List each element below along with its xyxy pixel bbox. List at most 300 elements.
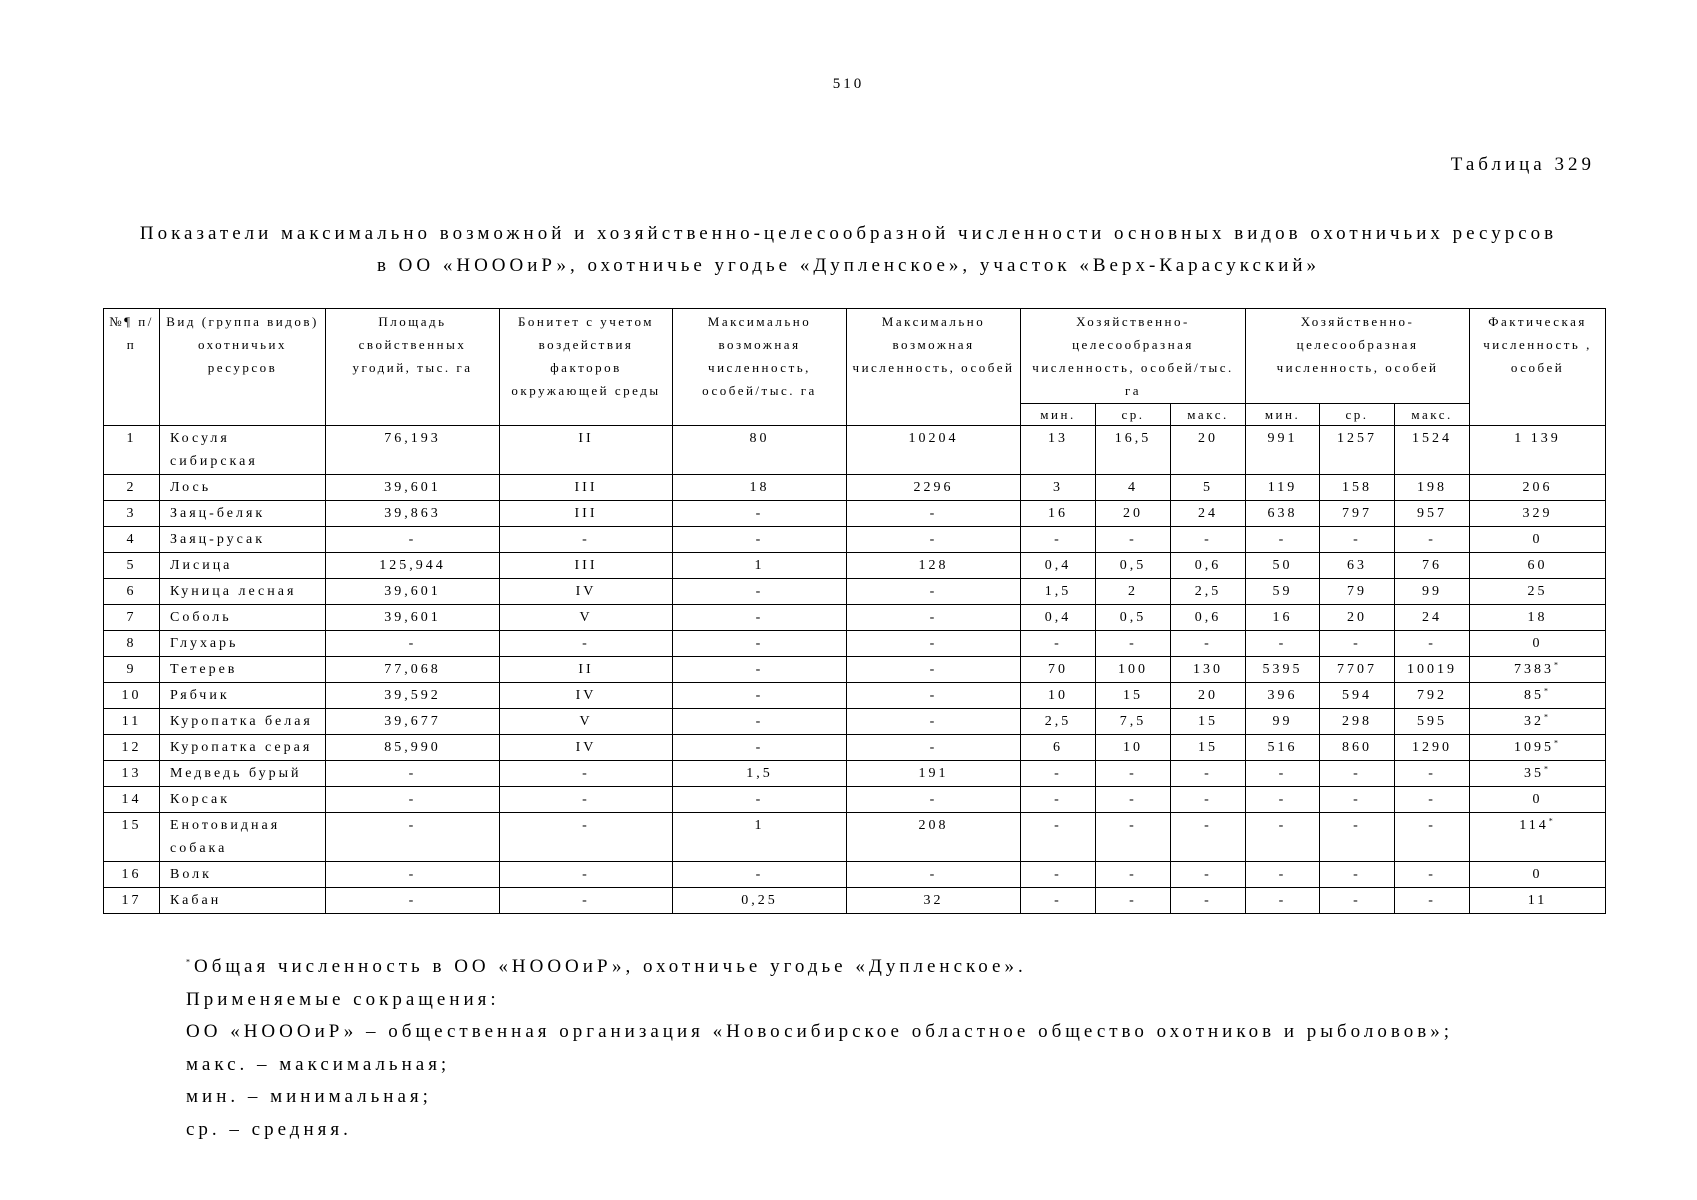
cell-actual (1470, 657, 1606, 683)
table-row (104, 501, 1606, 527)
cell-num-text: 6 (126, 584, 137, 599)
cell-count-max-text: - (1428, 867, 1436, 882)
cell-num-text: 5 (126, 558, 137, 573)
cell-max-density-text: 18 (749, 480, 770, 495)
cell-max-count (847, 813, 1021, 862)
cell-density-min-text: - (1054, 792, 1062, 807)
cell-species-text: Глухарь (170, 636, 239, 651)
cell-species (160, 709, 326, 735)
cell-count-avg-text: - (1353, 766, 1361, 781)
cell-species (160, 501, 326, 527)
cell-count-min (1246, 813, 1320, 862)
cell-count-max (1395, 787, 1470, 813)
cell-bonitet-text: V (579, 610, 593, 625)
cell-max-density (673, 527, 847, 553)
table-title-line-2: в ОО «НОООиР», охотничье угодье «Дупленское», участок «Верх-Карасукский» (376, 255, 1321, 276)
cell-count-min-text: 59 (1272, 584, 1293, 599)
header-actual: Фактическая численность , особей (1470, 309, 1606, 426)
cell-count-max-text: - (1428, 532, 1436, 547)
cell-bonitet (500, 553, 673, 579)
cell-area (326, 761, 500, 787)
cell-count-max-text: 76 (1422, 558, 1443, 573)
cell-num (104, 579, 160, 605)
cell-count-max (1395, 761, 1470, 787)
cell-max-count (847, 787, 1021, 813)
footnote-mark: * (1554, 660, 1562, 670)
cell-density-max-text: - (1204, 636, 1212, 651)
table-row (104, 787, 1606, 813)
cell-bonitet (500, 527, 673, 553)
cell-density-max-text: 0,6 (1194, 610, 1222, 625)
cell-max-density (673, 631, 847, 657)
cell-count-max (1395, 683, 1470, 709)
cell-max-density-text: 80 (749, 431, 770, 446)
cell-bonitet (500, 761, 673, 787)
cell-density-max (1171, 888, 1246, 914)
table-row (104, 813, 1606, 862)
cell-count-max (1395, 553, 1470, 579)
cell-species (160, 605, 326, 631)
cell-species (160, 735, 326, 761)
cell-count-min (1246, 475, 1320, 501)
cell-max-density (673, 475, 847, 501)
cell-count-max (1395, 888, 1470, 914)
cell-count-avg (1320, 426, 1395, 475)
cell-count-max-text: 99 (1422, 584, 1443, 599)
table-body (104, 426, 1606, 914)
cell-num-text: 2 (126, 480, 137, 495)
cell-count-max (1395, 579, 1470, 605)
cell-max-count-text: - (929, 506, 938, 521)
footnote-mark: * (186, 957, 194, 967)
cell-bonitet-text: II (578, 431, 594, 446)
cell-actual-text: 1 139 (1514, 431, 1561, 446)
cell-max-count (847, 888, 1021, 914)
cell-species (160, 761, 326, 787)
cell-count-max (1395, 475, 1470, 501)
cell-bonitet-text: - (582, 636, 590, 651)
cell-actual-text: 0 (1532, 532, 1543, 547)
cell-count-min-text: - (1278, 867, 1287, 882)
footnote-mark: * (1544, 764, 1552, 774)
cell-count-min-text: 991 (1267, 431, 1298, 446)
cell-species-text: Тетерев (170, 662, 238, 677)
cell-species (160, 426, 326, 475)
cell-count-max (1395, 631, 1470, 657)
subheader-density-max: макс. (1171, 404, 1246, 426)
cell-max-density (673, 761, 847, 787)
cell-num (104, 501, 160, 527)
cell-area-text: 39,677 (384, 714, 441, 729)
cell-density-avg (1096, 787, 1171, 813)
cell-count-max (1395, 501, 1470, 527)
cell-density-min-text: - (1054, 636, 1062, 651)
cell-bonitet (500, 426, 673, 475)
cell-species-text: Куропатка серая (170, 740, 313, 755)
cell-count-max (1395, 605, 1470, 631)
cell-density-max (1171, 426, 1246, 475)
cell-max-density (673, 709, 847, 735)
cell-count-max-text: 24 (1422, 610, 1443, 625)
cell-density-max (1171, 579, 1246, 605)
cell-density-avg-text: 7,5 (1119, 714, 1147, 729)
cell-density-avg-text: 4 (1128, 480, 1138, 495)
cell-species (160, 862, 326, 888)
cell-max-count-text: 10204 (908, 431, 959, 446)
cell-num-text: 16 (121, 867, 142, 882)
cell-count-avg (1320, 579, 1395, 605)
table-row (104, 735, 1606, 761)
cell-bonitet (500, 631, 673, 657)
cell-bonitet (500, 605, 673, 631)
cell-area (326, 631, 500, 657)
cell-bonitet-text: III (574, 480, 598, 495)
cell-density-avg-text: - (1129, 766, 1137, 781)
cell-max-density-text: 1,5 (746, 766, 773, 781)
cell-density-max-text: - (1204, 818, 1212, 833)
header-species: Вид (группа видов) охотничьих ресурсов (160, 309, 326, 426)
cell-actual-text: 25 (1527, 584, 1548, 599)
cell-max-density (673, 787, 847, 813)
cell-density-avg-text: 100 (1118, 662, 1148, 677)
cell-density-avg-text: - (1129, 867, 1137, 882)
cell-bonitet (500, 862, 673, 888)
cell-density-min (1021, 527, 1096, 553)
cell-count-avg-text: 860 (1342, 740, 1373, 755)
table-row (104, 426, 1606, 475)
cell-max-count (847, 862, 1021, 888)
cell-count-min (1246, 501, 1320, 527)
cell-density-max-text: 130 (1193, 662, 1223, 677)
cell-area (326, 787, 500, 813)
cell-density-avg-text: 0,5 (1119, 610, 1147, 625)
cell-count-min (1246, 888, 1320, 914)
cell-actual-text: 85 (1524, 688, 1545, 703)
cell-area (326, 862, 500, 888)
cell-count-min-text: - (1278, 636, 1287, 651)
cell-count-min-text: - (1278, 532, 1287, 547)
cell-max-count (847, 553, 1021, 579)
cell-max-count-text: 208 (918, 818, 949, 833)
cell-count-max-text: 1524 (1412, 431, 1453, 446)
abbreviation-min: мин. – минимальная; (186, 1086, 432, 1107)
cell-area-text: - (408, 636, 417, 651)
table-row (104, 709, 1606, 735)
cell-species (160, 553, 326, 579)
cell-max-count-text: - (929, 740, 938, 755)
cell-density-avg-text: 2 (1128, 584, 1138, 599)
table-row (104, 631, 1606, 657)
cell-num (104, 888, 160, 914)
cell-species-text: Куница лесная (170, 584, 297, 599)
cell-area (326, 605, 500, 631)
cell-max-density (673, 579, 847, 605)
cell-density-min-text: - (1054, 532, 1062, 547)
cell-count-avg (1320, 657, 1395, 683)
cell-density-avg (1096, 862, 1171, 888)
footnote (186, 951, 1453, 984)
cell-actual (1470, 761, 1606, 787)
table-row (104, 553, 1606, 579)
cell-density-min-text: 0,4 (1044, 610, 1072, 625)
cell-count-max (1395, 813, 1470, 862)
footnote-mark: * (1544, 712, 1552, 722)
cell-density-avg (1096, 683, 1171, 709)
cell-density-max-text: 5 (1203, 480, 1213, 495)
cell-max-count (847, 683, 1021, 709)
cell-count-min-text: 50 (1272, 558, 1293, 573)
cell-density-avg-text: - (1129, 818, 1137, 833)
table-row (104, 862, 1606, 888)
cell-max-density (673, 683, 847, 709)
cell-species (160, 631, 326, 657)
cell-max-density (673, 501, 847, 527)
cell-density-min-text: - (1054, 867, 1062, 882)
cell-density-min-text: 0,4 (1044, 558, 1072, 573)
cell-max-count-text: 128 (918, 558, 949, 573)
cell-count-avg (1320, 888, 1395, 914)
cell-density-avg (1096, 761, 1171, 787)
footnote-mark: * (1554, 738, 1562, 748)
cell-species-text: Медведь бурый (170, 766, 302, 781)
cell-area (326, 683, 500, 709)
cell-count-avg-text: - (1353, 818, 1361, 833)
cell-density-avg (1096, 501, 1171, 527)
cell-num-text: 14 (121, 792, 142, 807)
cell-actual (1470, 787, 1606, 813)
cell-actual (1470, 426, 1606, 475)
cell-bonitet (500, 501, 673, 527)
cell-count-min-text: 16 (1272, 610, 1293, 625)
footnote-mark: * (1548, 816, 1556, 826)
cell-species-text: Волк (170, 867, 212, 882)
cell-density-avg (1096, 475, 1171, 501)
table-title (0, 218, 1697, 282)
cell-count-max-text: 595 (1417, 714, 1448, 729)
cell-max-density (673, 813, 847, 862)
cell-area-text: 39,863 (384, 506, 441, 521)
cell-density-avg-text: - (1129, 893, 1137, 908)
cell-max-density-text: - (755, 792, 764, 807)
cell-count-max-text: - (1428, 893, 1436, 908)
cell-bonitet (500, 813, 673, 862)
cell-count-max-text: 1290 (1412, 740, 1453, 755)
cell-density-min (1021, 631, 1096, 657)
cell-density-max (1171, 761, 1246, 787)
cell-actual (1470, 862, 1606, 888)
cell-area-text: 39,601 (384, 584, 441, 599)
cell-density-min (1021, 683, 1096, 709)
cell-area (326, 553, 500, 579)
table-row (104, 605, 1606, 631)
cell-density-min (1021, 605, 1096, 631)
cell-count-min (1246, 605, 1320, 631)
cell-num (104, 553, 160, 579)
cell-num-text: 3 (126, 506, 137, 521)
cell-num (104, 862, 160, 888)
abbreviation-max: макс. – максимальная; (186, 1053, 451, 1075)
cell-count-avg (1320, 709, 1395, 735)
cell-actual (1470, 709, 1606, 735)
subheader-density-avg: ср. (1096, 404, 1171, 426)
cell-area-text: - (408, 766, 417, 781)
cell-max-density-text: 1 (754, 558, 765, 573)
cell-bonitet-text: V (579, 714, 593, 729)
table-row (104, 888, 1606, 914)
cell-max-count-text: - (929, 867, 938, 882)
cell-count-max-text: - (1428, 636, 1436, 651)
cell-count-max-text: - (1428, 766, 1436, 781)
cell-actual (1470, 579, 1606, 605)
cell-count-min (1246, 862, 1320, 888)
cell-bonitet-text: II (578, 662, 594, 677)
cell-max-count (847, 735, 1021, 761)
cell-max-density (673, 888, 847, 914)
cell-count-max (1395, 426, 1470, 475)
cell-max-count-text: - (929, 532, 938, 547)
cell-species (160, 657, 326, 683)
header-max-count: Максимально возможная численность, особей (847, 309, 1021, 426)
cell-count-min-text: 5395 (1262, 662, 1303, 677)
subheader-count-avg: ср. (1320, 404, 1395, 426)
cell-density-max-text: - (1204, 867, 1212, 882)
cell-species-text: Лось (170, 480, 212, 495)
cell-num-text: 8 (126, 636, 137, 651)
cell-density-avg (1096, 657, 1171, 683)
cell-density-min (1021, 553, 1096, 579)
cell-density-max (1171, 631, 1246, 657)
cell-species (160, 683, 326, 709)
cell-area (326, 709, 500, 735)
cell-area (326, 735, 500, 761)
cell-num-text: 7 (126, 610, 137, 625)
header-opt-density: Хозяйственно-целесообразная численность, особей/тыс. га (1021, 309, 1246, 404)
cell-actual (1470, 813, 1606, 862)
data-table (103, 308, 1606, 914)
cell-bonitet-text: - (582, 893, 590, 908)
cell-actual (1470, 631, 1606, 657)
cell-actual-text: 0 (1532, 867, 1543, 882)
cell-actual-text: 1095 (1514, 740, 1555, 755)
cell-density-min (1021, 862, 1096, 888)
cell-count-min (1246, 709, 1320, 735)
cell-max-count-text: - (929, 610, 938, 625)
cell-actual-text: 206 (1522, 480, 1553, 495)
cell-count-avg-text: 298 (1342, 714, 1373, 729)
table-label: Таблица 329 (1450, 154, 1595, 175)
cell-num-text: 13 (121, 766, 142, 781)
cell-density-max (1171, 657, 1246, 683)
cell-area (326, 527, 500, 553)
cell-count-avg-text: - (1353, 636, 1361, 651)
cell-count-avg (1320, 605, 1395, 631)
cell-max-count (847, 631, 1021, 657)
cell-max-density-text: - (755, 610, 764, 625)
cell-num (104, 761, 160, 787)
cell-count-min (1246, 761, 1320, 787)
cell-count-avg-text: 20 (1347, 610, 1368, 625)
cell-bonitet-text: - (582, 532, 590, 547)
cell-count-avg (1320, 862, 1395, 888)
cell-num (104, 735, 160, 761)
cell-density-avg-text: 10 (1123, 740, 1143, 755)
cell-density-avg (1096, 631, 1171, 657)
cell-max-density-text: 1 (754, 818, 765, 833)
cell-max-count-text: - (929, 688, 938, 703)
cell-density-max-text: - (1204, 766, 1212, 781)
cell-num (104, 475, 160, 501)
cell-density-avg (1096, 709, 1171, 735)
cell-num-text: 10 (121, 688, 142, 703)
cell-density-avg (1096, 888, 1171, 914)
cell-density-max (1171, 553, 1246, 579)
cell-actual-text: 329 (1522, 506, 1553, 521)
cell-density-max-text: 0,6 (1194, 558, 1222, 573)
cell-actual (1470, 527, 1606, 553)
cell-density-min (1021, 426, 1096, 475)
cell-species (160, 475, 326, 501)
cell-density-max-text: 20 (1198, 431, 1218, 446)
cell-max-density-text: - (755, 714, 764, 729)
cell-num (104, 813, 160, 862)
cell-num (104, 631, 160, 657)
cell-area-text: - (408, 532, 417, 547)
cell-count-avg (1320, 631, 1395, 657)
cell-species (160, 579, 326, 605)
cell-num-text: 9 (126, 662, 137, 677)
cell-area-text: 39,601 (384, 610, 441, 625)
cell-density-avg (1096, 527, 1171, 553)
cell-count-max (1395, 709, 1470, 735)
cell-count-min (1246, 527, 1320, 553)
cell-count-max (1395, 657, 1470, 683)
header-num: №¶ п/п (104, 309, 160, 426)
cell-density-max-text: 2,5 (1194, 584, 1222, 599)
cell-species (160, 527, 326, 553)
cell-actual (1470, 888, 1606, 914)
cell-count-min (1246, 553, 1320, 579)
cell-count-min (1246, 657, 1320, 683)
cell-density-min (1021, 709, 1096, 735)
cell-count-min-text: 396 (1267, 688, 1298, 703)
cell-count-max-text: 198 (1417, 480, 1448, 495)
cell-density-min-text: 2,5 (1044, 714, 1072, 729)
cell-max-density (673, 657, 847, 683)
table-row (104, 657, 1606, 683)
cell-actual-text: 11 (1527, 893, 1548, 908)
cell-num (104, 709, 160, 735)
cell-density-min-text: 16 (1048, 506, 1068, 521)
cell-actual (1470, 553, 1606, 579)
cell-max-density-text: - (755, 867, 764, 882)
cell-num-text: 4 (126, 532, 137, 547)
cell-area-text: - (408, 867, 417, 882)
cell-density-min-text: 6 (1053, 740, 1063, 755)
table-row (104, 579, 1606, 605)
cell-density-min (1021, 475, 1096, 501)
cell-max-count (847, 605, 1021, 631)
cell-count-avg (1320, 553, 1395, 579)
footnote-mark: * (1544, 686, 1552, 696)
cell-count-min (1246, 579, 1320, 605)
cell-max-count-text: 32 (923, 893, 944, 908)
cell-max-density-text: - (755, 688, 764, 703)
cell-area-text: - (408, 893, 417, 908)
cell-species (160, 813, 326, 862)
cell-species-text: Енотовидная собака (170, 818, 281, 856)
cell-density-avg (1096, 579, 1171, 605)
table-title-line-1: Показатели максимально возможной и хозяйственно-целесообразной численности основных видов охотничьих ресурсов (139, 223, 1558, 244)
